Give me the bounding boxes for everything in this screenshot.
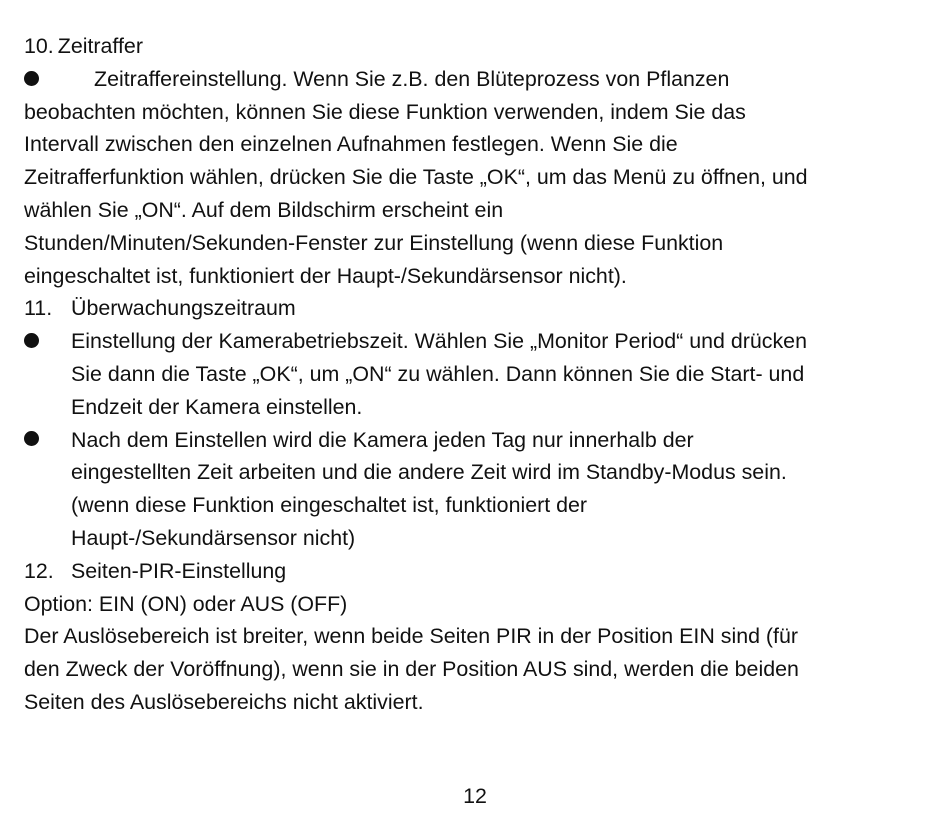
section-12-body-line-3: Seiten des Auslösebereichs nicht aktiviert.: [24, 689, 424, 714]
section-10-heading: [24, 30, 926, 63]
bullet-text: Zeitraffereinstellung. Wenn Sie z.B. den Blüteprozess von Pflanzen: [94, 66, 730, 91]
bullet-icon: [24, 424, 39, 457]
bullet-icon: [24, 63, 94, 96]
document-page: [24, 30, 926, 719]
section-10-bullet-line-2: beobachten möchten, können Sie diese Funktion verwenden, indem Sie das: [24, 99, 746, 124]
section-10-bullet-line-4: Zeitrafferfunktion wählen, drücken Sie die Taste „OK“, um das Menü zu öffnen, und: [24, 165, 808, 190]
section-10-bullet-line-7: eingeschaltet ist, funktioniert der Haupt-/Sekundärsensor nicht).: [24, 263, 627, 288]
section-10-bullet-line-5: wählen Sie „ON“. Auf dem Bildschirm erscheint ein: [24, 197, 504, 222]
section-12-body-line-2: den Zweck der Voröffnung), wenn sie in der Position AUS sind, werden die beiden: [24, 657, 799, 682]
section-11-heading: [24, 292, 926, 325]
section-11-bullet-2-line-2: eingestellten Zeit arbeiten und die andere Zeit wird im Standby-Modus sein.: [71, 460, 787, 485]
section-10-number: 10.: [24, 34, 54, 58]
section-10-bullet-line-6: Stunden/Minuten/Sekunden-Fenster zur Einstellung (wenn diese Funktion: [24, 230, 724, 255]
section-12-heading: [24, 555, 926, 588]
section-10-title: Zeitraffer: [57, 34, 143, 58]
section-11-bullet-2: [24, 424, 926, 555]
section-12-option: Option: EIN (ON) oder AUS (OFF): [24, 591, 348, 616]
bullet-icon: [24, 325, 39, 358]
section-11-bullet-1-line-1: Einstellung der Kamerabetriebszeit. Wählen Sie „Monitor Period“ und drücken: [71, 329, 807, 354]
section-11-bullet-1: [24, 325, 926, 423]
section-12-body-line-1: Der Auslösebereich ist breiter, wenn beide Seiten PIR in der Position EIN sind (für: [24, 624, 799, 649]
section-11-number: 11.: [24, 296, 53, 321]
section-11-bullet-2-line-3: (wenn diese Funktion eingeschaltet ist, funktioniert der: [71, 493, 588, 518]
page-number: 12: [463, 784, 487, 808]
section-11-bullet-1-line-3: Endzeit der Kamera einstellen.: [71, 394, 363, 419]
section-12-body: [24, 620, 926, 718]
section-10-bullet: [24, 63, 926, 293]
section-12-title: Seiten-PIR-Einstellung: [71, 558, 287, 583]
section-11-bullet-2-line-1: Nach dem Einstellen wird die Kamera jeden Tag nur innerhalb der: [71, 427, 694, 452]
section-11-bullet-2-line-4: Haupt-/Sekundärsensor nicht): [71, 525, 356, 550]
section-12-number: 12.: [24, 558, 54, 583]
section-11-title: Überwachungszeitraum: [71, 296, 296, 321]
section-10-bullet-line-3: Intervall zwischen den einzelnen Aufnahmen festlegen. Wenn Sie die: [24, 132, 678, 157]
section-10-bullet-line-1: [24, 63, 926, 96]
section-11-bullet-1-line-2: Sie dann die Taste „OK“, um „ON“ zu wählen. Dann können Sie die Start- und: [71, 361, 805, 386]
